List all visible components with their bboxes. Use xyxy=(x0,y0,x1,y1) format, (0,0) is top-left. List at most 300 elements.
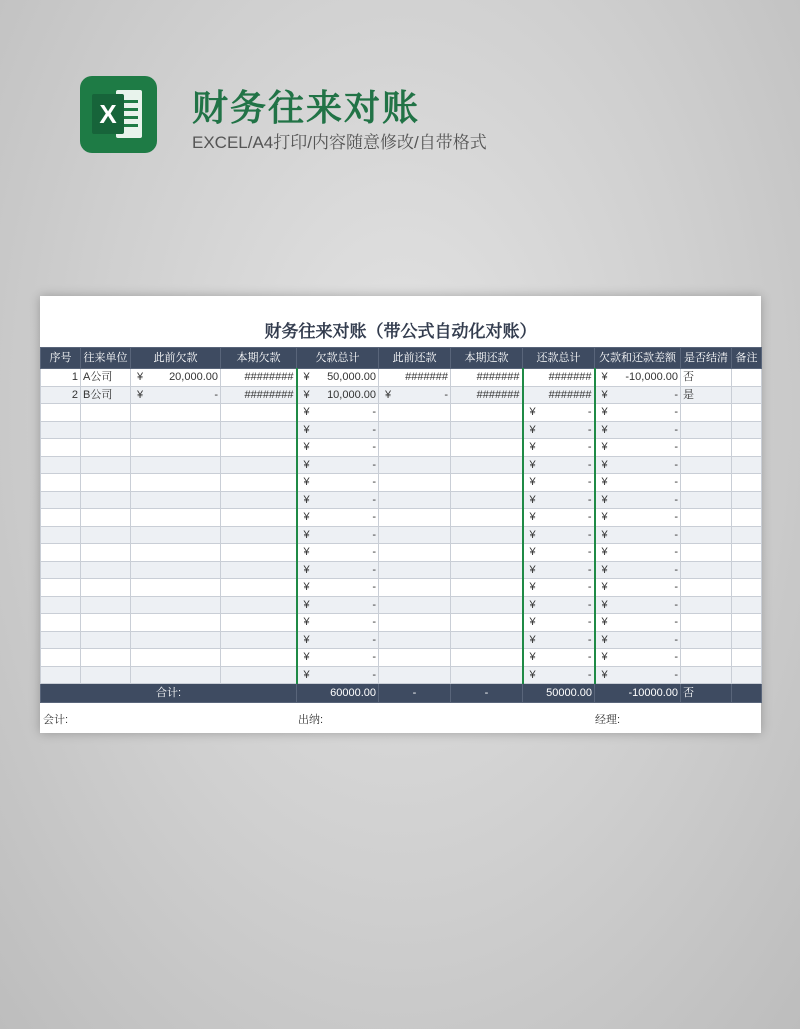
cell-unit[interactable] xyxy=(81,526,131,544)
cell-unit[interactable] xyxy=(81,456,131,474)
cell-diff[interactable] xyxy=(595,509,681,527)
cell-note[interactable] xyxy=(732,474,762,492)
col-header[interactable]: 还款总计 xyxy=(523,348,595,369)
cell-cur-pay[interactable] xyxy=(451,474,523,492)
cell-diff[interactable] xyxy=(595,491,681,509)
cell-cur-pay[interactable] xyxy=(451,666,523,684)
currency-symbol: ¥ xyxy=(303,406,310,419)
currency-symbol: ¥ xyxy=(303,476,310,489)
cell-prev-debt[interactable] xyxy=(131,666,221,684)
cell-total-debt[interactable] xyxy=(297,509,379,527)
currency-symbol: ¥ xyxy=(529,633,536,646)
cell-note[interactable] xyxy=(732,404,762,422)
currency-symbol: ¥ xyxy=(601,633,608,646)
cell-prev-pay[interactable] xyxy=(379,631,451,649)
currency-symbol: ¥ xyxy=(529,563,536,576)
cell-unit[interactable] xyxy=(81,491,131,509)
cell-cur-debt[interactable] xyxy=(221,544,297,562)
cell-unit[interactable] xyxy=(81,474,131,492)
currency-symbol: ¥ xyxy=(303,581,310,594)
total-prev-pay[interactable]: - xyxy=(379,684,451,703)
cell-value: - xyxy=(587,406,592,419)
cell-prev-debt[interactable] xyxy=(131,439,221,457)
cell-settled[interactable] xyxy=(681,456,732,474)
cell-diff[interactable] xyxy=(595,386,681,404)
cell-cur-pay[interactable] xyxy=(451,404,523,422)
cell-total-debt[interactable] xyxy=(297,649,379,667)
cell-total-debt[interactable] xyxy=(297,474,379,492)
cell-note[interactable] xyxy=(732,421,762,439)
cell-prev-debt[interactable] xyxy=(131,386,221,404)
cell-value: - xyxy=(587,458,592,471)
cell-cur-debt[interactable] xyxy=(221,561,297,579)
cell-cur-pay[interactable] xyxy=(451,614,523,632)
cell-unit[interactable] xyxy=(81,544,131,562)
cell-text: ######## xyxy=(244,371,294,384)
currency-symbol: ¥ xyxy=(601,616,608,629)
cell-prev-pay[interactable] xyxy=(379,421,451,439)
cell-unit[interactable] xyxy=(81,369,131,387)
cell-prev-pay[interactable] xyxy=(379,404,451,422)
currency-symbol: ¥ xyxy=(529,458,536,471)
cell-note[interactable] xyxy=(732,596,762,614)
cell-diff[interactable] xyxy=(595,561,681,579)
cell-value: - xyxy=(674,581,678,594)
currency-symbol: ¥ xyxy=(601,493,608,506)
cell-note[interactable] xyxy=(732,544,762,562)
cell-settled[interactable] xyxy=(681,666,732,684)
cell-total-pay[interactable] xyxy=(523,614,595,632)
cell-settled[interactable] xyxy=(681,596,732,614)
cell-unit[interactable] xyxy=(81,666,131,684)
cell-cur-debt[interactable] xyxy=(221,404,297,422)
cell-unit[interactable] xyxy=(81,631,131,649)
cell-no[interactable] xyxy=(41,596,81,614)
cell-prev-pay[interactable] xyxy=(379,649,451,667)
cell-note[interactable] xyxy=(732,666,762,684)
cell-settled[interactable] xyxy=(681,649,732,667)
cell-note[interactable] xyxy=(732,491,762,509)
cell-diff[interactable] xyxy=(595,526,681,544)
cell-prev-pay[interactable] xyxy=(379,386,451,404)
currency-symbol: ¥ xyxy=(303,563,310,576)
cell-value: - xyxy=(587,441,592,454)
cell-total-debt[interactable] xyxy=(297,666,379,684)
cell-value: - xyxy=(674,546,678,559)
cell-no[interactable] xyxy=(41,421,81,439)
cell-prev-pay[interactable] xyxy=(379,579,451,597)
col-header[interactable]: 备注 xyxy=(732,348,762,369)
cell-total-debt[interactable] xyxy=(297,544,379,562)
cell-settled[interactable] xyxy=(681,614,732,632)
currency-symbol: ¥ xyxy=(529,546,536,559)
cell-note[interactable] xyxy=(732,456,762,474)
cell-diff[interactable] xyxy=(595,369,681,387)
cell-total-pay[interactable] xyxy=(523,561,595,579)
col-header[interactable]: 此前欠款 xyxy=(131,348,221,369)
cell-cur-pay[interactable] xyxy=(451,579,523,597)
currency-symbol: ¥ xyxy=(303,441,310,454)
total-diff[interactable]: -10000.00 xyxy=(595,684,681,703)
cell-prev-debt[interactable] xyxy=(131,561,221,579)
cell-value: - xyxy=(372,563,376,576)
cell-cur-debt[interactable] xyxy=(221,456,297,474)
currency-symbol: ¥ xyxy=(303,388,310,401)
cell-total-pay[interactable] xyxy=(523,649,595,667)
cell-value: - xyxy=(372,528,376,541)
cell-cur-debt[interactable] xyxy=(221,526,297,544)
cell-unit[interactable] xyxy=(81,649,131,667)
cell-prev-pay[interactable] xyxy=(379,474,451,492)
cell-cur-debt[interactable] xyxy=(221,386,297,404)
cell-cur-debt[interactable] xyxy=(221,649,297,667)
cell-prev-pay[interactable] xyxy=(379,456,451,474)
cell-value: - xyxy=(674,493,678,506)
cell-cur-pay[interactable] xyxy=(451,369,523,387)
cell-total-debt[interactable] xyxy=(297,386,379,404)
currency-symbol: ¥ xyxy=(529,511,536,524)
cell-settled[interactable] xyxy=(681,421,732,439)
cell-cur-debt[interactable] xyxy=(221,666,297,684)
cell-unit[interactable] xyxy=(81,561,131,579)
currency-symbol: ¥ xyxy=(303,528,310,541)
currency-symbol: ¥ xyxy=(303,458,310,471)
cell-diff[interactable] xyxy=(595,614,681,632)
cell-cur-pay[interactable] xyxy=(451,439,523,457)
cell-no[interactable] xyxy=(41,579,81,597)
cell-total-debt[interactable] xyxy=(297,631,379,649)
cell-settled[interactable] xyxy=(681,631,732,649)
cell-total-pay[interactable] xyxy=(523,439,595,457)
col-header[interactable]: 是否结清 xyxy=(681,348,732,369)
cell-total-debt[interactable] xyxy=(297,369,379,387)
cell-value: - xyxy=(372,598,376,611)
col-header[interactable]: 欠款总计 xyxy=(297,348,379,369)
cell-settled[interactable] xyxy=(681,561,732,579)
cell-cur-debt[interactable] xyxy=(221,579,297,597)
cell-settled[interactable] xyxy=(681,404,732,422)
cell-cur-debt[interactable] xyxy=(221,596,297,614)
cell-no[interactable] xyxy=(41,666,81,684)
cell-prev-pay[interactable] xyxy=(379,596,451,614)
table-row xyxy=(41,649,762,667)
cell-total-debt[interactable] xyxy=(297,491,379,509)
cell-cur-pay[interactable] xyxy=(451,631,523,649)
cell-total-pay[interactable] xyxy=(523,369,595,387)
cell-no[interactable] xyxy=(41,631,81,649)
cell-value: - xyxy=(674,511,678,524)
cell-unit[interactable] xyxy=(81,386,131,404)
currency-symbol: ¥ xyxy=(303,651,310,664)
cell-text: B公司 xyxy=(83,388,113,401)
cell-total-debt[interactable] xyxy=(297,404,379,422)
accountant-label: 会计: xyxy=(43,714,69,726)
currency-symbol: ¥ xyxy=(529,441,536,454)
cell-value: - xyxy=(587,633,592,646)
table-row xyxy=(41,509,762,527)
cell-diff[interactable] xyxy=(595,649,681,667)
cell-total-pay[interactable] xyxy=(523,596,595,614)
cell-diff[interactable] xyxy=(595,474,681,492)
cell-total-debt[interactable] xyxy=(297,421,379,439)
currency-symbol: ¥ xyxy=(137,371,144,384)
table-row xyxy=(41,666,762,684)
cell-value: - xyxy=(674,528,678,541)
cell-value: - xyxy=(372,423,376,436)
cell-cur-pay[interactable] xyxy=(451,596,523,614)
cell-total-debt[interactable] xyxy=(297,596,379,614)
cell-prev-pay[interactable] xyxy=(379,526,451,544)
cell-diff[interactable] xyxy=(595,631,681,649)
total-pay[interactable]: 50000.00 xyxy=(523,684,595,703)
cell-total-pay[interactable] xyxy=(523,421,595,439)
currency-symbol: ¥ xyxy=(601,476,608,489)
cell-value: - xyxy=(587,476,592,489)
cell-value: - xyxy=(587,528,592,541)
cell-no[interactable] xyxy=(41,491,81,509)
cell-settled[interactable] xyxy=(681,439,732,457)
cell-prev-debt[interactable] xyxy=(131,544,221,562)
cell-prev-debt[interactable] xyxy=(131,614,221,632)
currency-symbol: ¥ xyxy=(601,528,608,541)
cell-diff[interactable] xyxy=(595,456,681,474)
cell-value: - xyxy=(674,633,678,646)
cell-cur-pay[interactable] xyxy=(451,456,523,474)
cell-value: - xyxy=(674,423,678,436)
currency-symbol: ¥ xyxy=(601,388,608,401)
cell-total-debt[interactable] xyxy=(297,526,379,544)
currency-symbol: ¥ xyxy=(601,546,608,559)
cell-total-debt[interactable] xyxy=(297,614,379,632)
cell-settled[interactable] xyxy=(681,544,732,562)
cell-value: - xyxy=(674,598,678,611)
cell-cur-pay[interactable] xyxy=(451,509,523,527)
cell-prev-pay[interactable] xyxy=(379,369,451,387)
cell-diff[interactable] xyxy=(595,544,681,562)
cell-note[interactable] xyxy=(732,369,762,387)
cell-unit[interactable] xyxy=(81,421,131,439)
cell-diff[interactable] xyxy=(595,596,681,614)
cell-cur-debt[interactable] xyxy=(221,491,297,509)
cell-total-debt[interactable] xyxy=(297,439,379,457)
cell-no[interactable] xyxy=(41,509,81,527)
cell-prev-debt[interactable] xyxy=(131,649,221,667)
cell-cur-pay[interactable] xyxy=(451,421,523,439)
cell-prev-pay[interactable] xyxy=(379,544,451,562)
cell-prev-debt[interactable] xyxy=(131,456,221,474)
cell-cur-debt[interactable] xyxy=(221,631,297,649)
cell-total-pay[interactable] xyxy=(523,526,595,544)
cell-prev-debt[interactable] xyxy=(131,369,221,387)
cell-prev-debt[interactable] xyxy=(131,421,221,439)
cell-prev-debt[interactable] xyxy=(131,631,221,649)
cell-prev-debt[interactable] xyxy=(131,526,221,544)
cell-total-pay[interactable] xyxy=(523,386,595,404)
cell-no[interactable] xyxy=(41,439,81,457)
cell-note[interactable] xyxy=(732,614,762,632)
cell-no[interactable] xyxy=(41,526,81,544)
cell-no[interactable] xyxy=(41,649,81,667)
cell-total-debt[interactable] xyxy=(297,579,379,597)
currency-symbol: ¥ xyxy=(303,511,310,524)
total-settled[interactable]: 否 xyxy=(681,684,732,703)
cell-cur-debt[interactable] xyxy=(221,509,297,527)
cell-no[interactable] xyxy=(41,369,81,387)
cell-settled[interactable] xyxy=(681,491,732,509)
currency-symbol: ¥ xyxy=(601,598,608,611)
col-header[interactable]: 本期还款 xyxy=(451,348,523,369)
cell-value: - xyxy=(372,511,376,524)
cell-diff[interactable] xyxy=(595,579,681,597)
cell-unit[interactable] xyxy=(81,579,131,597)
total-note[interactable] xyxy=(732,684,762,703)
cell-unit[interactable] xyxy=(81,596,131,614)
cell-total-pay[interactable] xyxy=(523,456,595,474)
cell-cur-debt[interactable] xyxy=(221,421,297,439)
cell-value: - xyxy=(444,388,448,401)
cell-no[interactable] xyxy=(41,544,81,562)
cell-cur-pay[interactable] xyxy=(451,386,523,404)
cell-prev-debt[interactable] xyxy=(131,596,221,614)
cell-cur-debt[interactable] xyxy=(221,369,297,387)
currency-symbol: ¥ xyxy=(303,423,310,436)
cell-value: - xyxy=(587,423,592,436)
cell-total-pay[interactable] xyxy=(523,491,595,509)
cell-total-debt[interactable] xyxy=(297,456,379,474)
cell-diff[interactable] xyxy=(595,404,681,422)
cell-prev-pay[interactable] xyxy=(379,439,451,457)
cell-note[interactable] xyxy=(732,509,762,527)
table-row xyxy=(41,456,762,474)
cell-total-pay[interactable] xyxy=(523,579,595,597)
cell-note[interactable] xyxy=(732,526,762,544)
cell-prev-debt[interactable] xyxy=(131,509,221,527)
currency-symbol: ¥ xyxy=(303,371,310,384)
cell-prev-pay[interactable] xyxy=(379,666,451,684)
cell-no[interactable] xyxy=(41,474,81,492)
cell-prev-pay[interactable] xyxy=(379,561,451,579)
manager-label: 经理: xyxy=(595,714,621,726)
cell-prev-debt[interactable] xyxy=(131,491,221,509)
cell-unit[interactable] xyxy=(81,439,131,457)
currency-symbol: ¥ xyxy=(303,616,310,629)
currency-symbol: ¥ xyxy=(601,581,608,594)
cell-no[interactable] xyxy=(41,404,81,422)
currency-symbol: ¥ xyxy=(601,651,608,664)
currency-symbol: ¥ xyxy=(529,581,536,594)
total-debt[interactable]: 60000.00 xyxy=(297,684,379,703)
cell-total-pay[interactable] xyxy=(523,631,595,649)
cell-settled[interactable] xyxy=(681,509,732,527)
cell-settled[interactable] xyxy=(681,526,732,544)
cell-settled[interactable] xyxy=(681,579,732,597)
currency-symbol: ¥ xyxy=(529,616,536,629)
cell-value: - xyxy=(372,616,376,629)
cell-cur-pay[interactable] xyxy=(451,561,523,579)
total-cur-pay[interactable]: - xyxy=(451,684,523,703)
cell-unit[interactable] xyxy=(81,614,131,632)
cell-cur-pay[interactable] xyxy=(451,526,523,544)
cell-cur-debt[interactable] xyxy=(221,474,297,492)
cell-total-debt[interactable] xyxy=(297,561,379,579)
cell-total-pay[interactable] xyxy=(523,474,595,492)
cell-diff[interactable] xyxy=(595,421,681,439)
currency-symbol: ¥ xyxy=(529,476,536,489)
cell-note[interactable] xyxy=(732,579,762,597)
col-header[interactable]: 此前还款 xyxy=(379,348,451,369)
cell-cur-pay[interactable] xyxy=(451,544,523,562)
cell-prev-pay[interactable] xyxy=(379,509,451,527)
table-row xyxy=(41,561,762,579)
currency-symbol: ¥ xyxy=(303,668,310,681)
cell-note[interactable] xyxy=(732,439,762,457)
cell-value: - xyxy=(587,546,592,559)
col-header[interactable]: 序号 xyxy=(41,348,81,369)
cell-text: ####### xyxy=(476,388,520,401)
cell-total-pay[interactable] xyxy=(523,404,595,422)
cell-unit[interactable] xyxy=(81,509,131,527)
currency-symbol: ¥ xyxy=(601,458,608,471)
cell-settled[interactable] xyxy=(681,369,732,387)
cell-prev-pay[interactable] xyxy=(379,491,451,509)
cell-total-pay[interactable] xyxy=(523,544,595,562)
col-header[interactable]: 往来单位 xyxy=(81,348,131,369)
cell-text: A公司 xyxy=(83,371,113,384)
cell-total-pay[interactable] xyxy=(523,666,595,684)
cell-diff[interactable] xyxy=(595,666,681,684)
cell-cur-debt[interactable] xyxy=(221,439,297,457)
cell-total-pay[interactable] xyxy=(523,509,595,527)
cell-settled[interactable] xyxy=(681,386,732,404)
cell-cur-debt[interactable] xyxy=(221,614,297,632)
cell-note[interactable] xyxy=(732,631,762,649)
cell-prev-debt[interactable] xyxy=(131,579,221,597)
currency-symbol: ¥ xyxy=(529,423,536,436)
cell-note[interactable] xyxy=(732,649,762,667)
cell-text: 是 xyxy=(683,388,694,401)
cell-prev-pay[interactable] xyxy=(379,614,451,632)
currency-symbol: ¥ xyxy=(601,441,608,454)
cell-prev-debt[interactable] xyxy=(131,404,221,422)
cell-value: - xyxy=(674,388,678,401)
cell-note[interactable] xyxy=(732,561,762,579)
currency-symbol: ¥ xyxy=(601,668,608,681)
cell-value: - xyxy=(674,616,678,629)
cell-cur-pay[interactable] xyxy=(451,649,523,667)
cell-no[interactable] xyxy=(41,614,81,632)
currency-symbol: ¥ xyxy=(601,371,608,384)
cell-unit[interactable] xyxy=(81,404,131,422)
cell-prev-debt[interactable] xyxy=(131,474,221,492)
cell-text: ####### xyxy=(405,371,448,384)
col-header[interactable]: 本期欠款 xyxy=(221,348,297,369)
cell-no[interactable] xyxy=(41,456,81,474)
col-header[interactable]: 欠款和还款差额 xyxy=(595,348,681,369)
cell-note[interactable] xyxy=(732,386,762,404)
cell-no[interactable] xyxy=(41,561,81,579)
page-title: 财务往来对账 xyxy=(192,87,421,128)
cell-cur-pay[interactable] xyxy=(451,491,523,509)
cell-value: - xyxy=(372,493,376,506)
cell-value: - xyxy=(587,511,592,524)
page-subtitle: EXCEL/A4打印/内容随意修改/自带格式 xyxy=(192,133,487,152)
currency-symbol: ¥ xyxy=(385,388,392,401)
cell-diff[interactable] xyxy=(595,439,681,457)
table-row xyxy=(41,404,762,422)
cell-no[interactable] xyxy=(41,386,81,404)
cell-settled[interactable] xyxy=(681,474,732,492)
currency-symbol: ¥ xyxy=(529,598,536,611)
